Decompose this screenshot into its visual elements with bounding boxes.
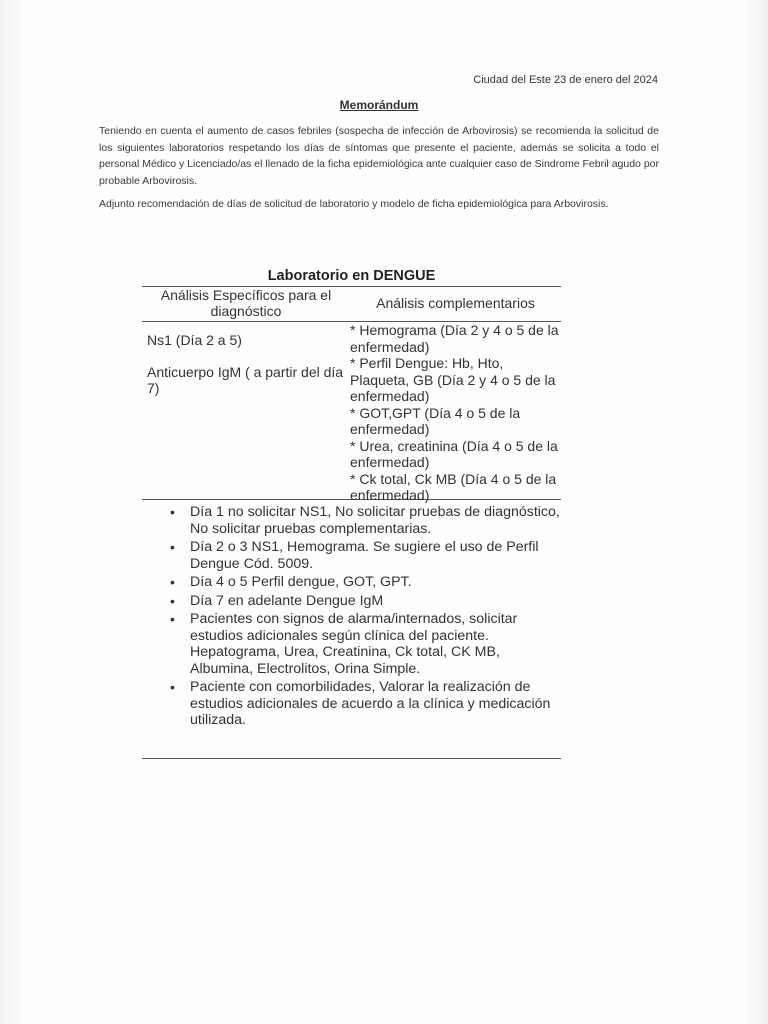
list-item-text: Paciente con comorbilidades, Valorar la realización de estudios adicionales de acuerdo a la clínica y medicación utilizada. bbox=[190, 679, 551, 728]
specific-analysis-header: Análisis Específicos para el diagnóstico bbox=[160, 287, 332, 319]
lab-table-title: Laboratorio en DENGUE bbox=[142, 268, 561, 287]
recommendation-list bbox=[142, 504, 561, 729]
bullet-icon: • bbox=[170, 574, 175, 590]
memo-title: Memorándum bbox=[339, 98, 419, 112]
list-item bbox=[142, 539, 561, 572]
lab-table-body-row bbox=[142, 322, 561, 503]
specific-analysis-item: Ns1 (Día 2 a 5) bbox=[147, 332, 242, 348]
complementary-analysis-item: * Hemograma (Día 2 y 4 o 5 de la enfermedad) bbox=[350, 322, 559, 355]
intro-paragraph: Teniendo en cuenta el aumento de casos febriles (sospecha de infección de Arbovirosis) se recomienda la solicitud de los siguientes laboratorios respetando los días de síntomas que presente el paciente, además se solicita a todo el personal Médico y Licenciado/as el llenado de la ficha epidemiológica ante cualquier caso de Sindrome Febril agudo por probable Arbovirosis. bbox=[99, 125, 659, 187]
bullet-icon: • bbox=[170, 539, 175, 555]
list-item bbox=[142, 593, 561, 610]
bullet-icon: • bbox=[170, 504, 175, 520]
list-item-text: Día 4 o 5 Perfil dengue, GOT, GPT. bbox=[190, 574, 412, 590]
recommendation-list-section bbox=[142, 500, 561, 759]
list-item bbox=[142, 504, 561, 537]
list-item-text: Día 1 no solicitar NS1, No solicitar pruebas de diagnóstico, No solicitar pruebas complementarias. bbox=[190, 504, 560, 537]
complementary-analysis-item: * Ck total, Ck MB (Día 4 o 5 de la enfermedad) bbox=[350, 470, 557, 503]
dengue-lab-table bbox=[142, 268, 561, 759]
list-item bbox=[142, 611, 561, 677]
list-item bbox=[142, 679, 561, 729]
complementary-analysis-item: * Perfil Dengue: Hb, Hto, Plaqueta, GB (Día 2 y 4 o 5 de la enfermedad) bbox=[350, 355, 556, 404]
specific-analysis-cell bbox=[142, 322, 350, 499]
specific-analysis-item: Anticuerpo IgM ( a partir del día 7) bbox=[147, 364, 344, 396]
complementary-analysis-header: Análisis complementarios bbox=[376, 295, 535, 311]
lab-table-header-row bbox=[142, 287, 561, 322]
list-item-text: Pacientes con signos de alarma/internados, solicitar estudios adicionales según clínica del paciente. Hepatograma, Urea, Creatinina, Ck total, CK MB, Albumina, Electrolitos, Orina Simple. bbox=[190, 611, 518, 677]
complementary-analysis-item: * Urea, creatinina (Día 4 o 5 de la enfermedad) bbox=[350, 437, 558, 470]
list-item-text: Día 2 o 3 NS1, Hemograma. Se sugiere el uso de Perfil Dengue Cód. 5009. bbox=[190, 539, 539, 572]
list-item bbox=[142, 574, 561, 591]
complementary-analysis-cell bbox=[350, 322, 561, 503]
list-item-text: Día 7 en adelante Dengue IgM bbox=[190, 592, 384, 609]
bullet-icon: • bbox=[170, 679, 175, 695]
attachment-paragraph: Adjunto recomendación de días de solicitud de laboratorio y modelo de ficha epidemiológica para Arbovirosis. bbox=[99, 198, 609, 210]
complementary-analysis-item: * GOT,GPT (Día 4 o 5 de la enfermedad) bbox=[350, 404, 521, 437]
memo-date: Ciudad del Este 23 de enero del 2024 bbox=[473, 74, 658, 86]
bullet-icon: • bbox=[170, 592, 175, 609]
bullet-icon: • bbox=[170, 611, 175, 627]
